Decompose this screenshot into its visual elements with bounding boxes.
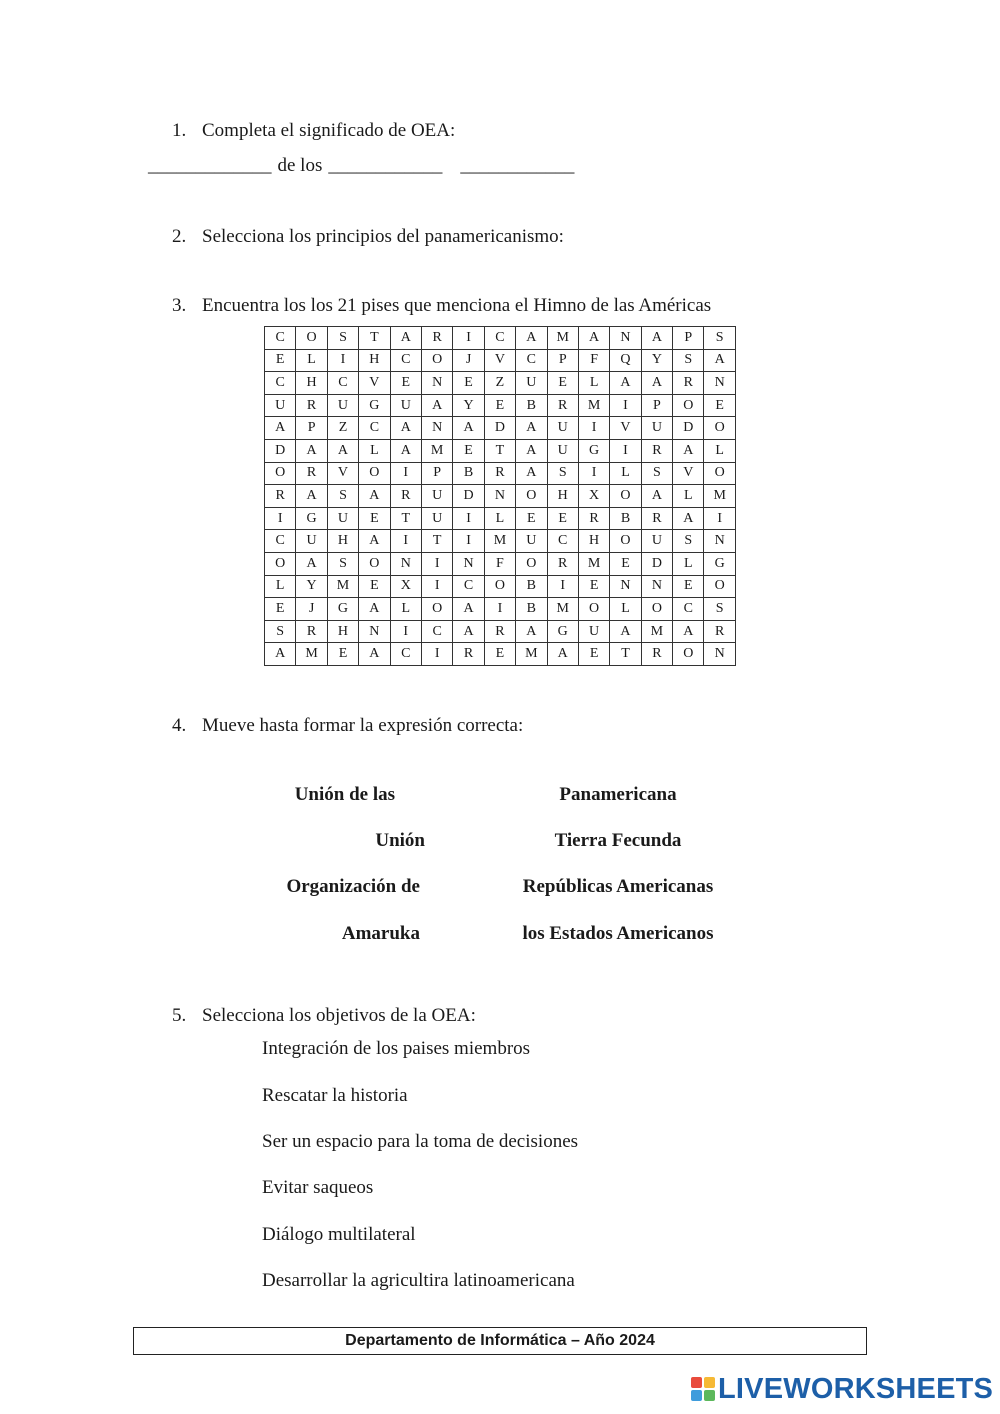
word-search-cell[interactable]: C: [484, 327, 515, 350]
oea-blank-3[interactable]: ____________: [460, 155, 575, 176]
word-search-cell[interactable]: O: [673, 643, 704, 666]
match-left-label: Unión: [375, 830, 425, 851]
word-search-cell[interactable]: O: [578, 598, 609, 621]
question-5-text: Selecciona los objetivos de la OEA:: [202, 1005, 476, 1026]
word-search-cell[interactable]: U: [516, 372, 547, 395]
word-search-cell[interactable]: A: [390, 327, 421, 350]
word-search-cell[interactable]: I: [421, 575, 452, 598]
word-search-cell[interactable]: T: [484, 439, 515, 462]
word-search-cell[interactable]: E: [578, 575, 609, 598]
word-search-cell[interactable]: M: [421, 439, 452, 462]
word-search-cell[interactable]: A: [673, 439, 704, 462]
match-right-item[interactable]: [468, 784, 768, 806]
word-search-cell[interactable]: V: [359, 372, 390, 395]
footer-box: [133, 1327, 867, 1355]
match-right-label: Tierra Fecunda: [554, 830, 682, 851]
word-search-cell[interactable]: S: [547, 462, 578, 485]
word-search-cell[interactable]: E: [547, 372, 578, 395]
word-search-cell[interactable]: O: [704, 462, 735, 485]
word-search-cell[interactable]: A: [547, 643, 578, 666]
word-search-cell[interactable]: X: [578, 485, 609, 508]
word-search-cell[interactable]: C: [421, 620, 452, 643]
word-search-row: [265, 349, 736, 372]
word-search-cell[interactable]: R: [641, 439, 672, 462]
word-search-cell[interactable]: R: [453, 643, 484, 666]
word-search-row: [265, 462, 736, 485]
word-search-cell[interactable]: J: [453, 349, 484, 372]
question-5: [172, 1004, 476, 1028]
word-search-cell[interactable]: U: [547, 439, 578, 462]
word-search-cell[interactable]: M: [641, 620, 672, 643]
word-search-cell[interactable]: O: [704, 575, 735, 598]
word-search-cell[interactable]: N: [359, 620, 390, 643]
word-search-cell[interactable]: O: [704, 417, 735, 440]
word-search-cell[interactable]: B: [453, 462, 484, 485]
word-search-cell[interactable]: E: [327, 643, 358, 666]
question-1-number: 1.: [172, 120, 187, 141]
liveworksheets-logo: [691, 1374, 993, 1404]
objective-option[interactable]: Rescatar la historia: [262, 1085, 408, 1106]
word-search-cell[interactable]: O: [641, 598, 672, 621]
word-search-cell[interactable]: R: [673, 372, 704, 395]
word-search-cell[interactable]: O: [265, 462, 296, 485]
word-search-cell[interactable]: N: [704, 372, 735, 395]
question-5-number: 5.: [172, 1005, 187, 1026]
match-right-item[interactable]: [468, 830, 768, 852]
word-search-cell[interactable]: C: [516, 349, 547, 372]
question-2-text: Selecciona los principios del panamericanismo:: [202, 226, 564, 247]
word-search-cell[interactable]: L: [673, 485, 704, 508]
logo-square: [691, 1377, 702, 1388]
word-search-cell[interactable]: N: [421, 372, 452, 395]
word-search-cell[interactable]: L: [610, 462, 641, 485]
word-search-cell[interactable]: C: [673, 598, 704, 621]
word-search-cell[interactable]: U: [265, 394, 296, 417]
word-search-cell[interactable]: D: [453, 485, 484, 508]
word-search-cell[interactable]: E: [484, 643, 515, 666]
word-search-cell[interactable]: C: [390, 643, 421, 666]
word-search-row: [265, 417, 736, 440]
word-search-row: [265, 530, 736, 553]
word-search-cell[interactable]: J: [296, 598, 327, 621]
word-search-cell[interactable]: R: [641, 643, 672, 666]
word-search-cell[interactable]: A: [516, 327, 547, 350]
match-right-item[interactable]: [468, 876, 768, 898]
word-search-cell[interactable]: I: [610, 439, 641, 462]
word-search-cell[interactable]: O: [421, 598, 452, 621]
word-search-cell[interactable]: A: [610, 620, 641, 643]
word-search-cell[interactable]: C: [265, 530, 296, 553]
word-search-cell[interactable]: U: [516, 530, 547, 553]
word-search-cell[interactable]: L: [265, 575, 296, 598]
match-left-label: Organización de: [286, 876, 420, 897]
word-search-cell[interactable]: A: [296, 485, 327, 508]
word-search-cell[interactable]: A: [516, 417, 547, 440]
word-search-cell[interactable]: O: [359, 462, 390, 485]
word-search-cell[interactable]: E: [516, 507, 547, 530]
word-search-cell[interactable]: L: [359, 439, 390, 462]
word-search-cell[interactable]: A: [359, 643, 390, 666]
match-left-item[interactable]: [160, 923, 420, 945]
logo-squares-icon: [691, 1377, 715, 1401]
word-search-row: [265, 485, 736, 508]
word-search-cell[interactable]: A: [359, 485, 390, 508]
word-search-cell[interactable]: O: [673, 394, 704, 417]
word-search-cell[interactable]: R: [296, 620, 327, 643]
word-search-cell[interactable]: L: [610, 598, 641, 621]
question-3: [172, 294, 711, 318]
word-search-cell[interactable]: C: [265, 372, 296, 395]
word-search-cell[interactable]: A: [673, 620, 704, 643]
word-search-cell[interactable]: A: [390, 439, 421, 462]
word-search-cell[interactable]: G: [327, 598, 358, 621]
match-left-item[interactable]: [160, 876, 420, 898]
word-search-cell[interactable]: E: [547, 507, 578, 530]
word-search-cell[interactable]: U: [547, 417, 578, 440]
word-search-cell[interactable]: E: [578, 643, 609, 666]
word-search-cell[interactable]: F: [578, 349, 609, 372]
word-search-cell[interactable]: E: [359, 507, 390, 530]
word-search-cell[interactable]: G: [578, 439, 609, 462]
word-search-cell[interactable]: O: [265, 552, 296, 575]
word-search-cell[interactable]: D: [641, 552, 672, 575]
word-search-cell[interactable]: A: [516, 462, 547, 485]
word-search-cell[interactable]: V: [673, 462, 704, 485]
word-search-cell[interactable]: E: [610, 552, 641, 575]
oea-blank-1[interactable]: _____________: [148, 155, 272, 176]
match-right-label: los Estados Americanos: [522, 923, 714, 944]
word-search-cell[interactable]: C: [359, 417, 390, 440]
word-search-cell[interactable]: E: [704, 394, 735, 417]
word-search-cell[interactable]: U: [421, 485, 452, 508]
word-search-cell[interactable]: Q: [610, 349, 641, 372]
word-search-cell[interactable]: I: [453, 327, 484, 350]
word-search-cell[interactable]: I: [547, 575, 578, 598]
word-search-cell[interactable]: U: [327, 394, 358, 417]
word-search-row: [265, 507, 736, 530]
word-search-cell[interactable]: A: [453, 417, 484, 440]
logo-square: [691, 1390, 702, 1401]
word-search-cell[interactable]: I: [610, 394, 641, 417]
word-search-cell[interactable]: C: [265, 327, 296, 350]
word-search-cell[interactable]: A: [516, 439, 547, 462]
word-search-cell[interactable]: I: [390, 530, 421, 553]
word-search-cell[interactable]: R: [265, 485, 296, 508]
question-1-text: Completa el significado de OEA:: [202, 120, 456, 141]
word-search-cell[interactable]: E: [359, 575, 390, 598]
question-2-number: 2.: [172, 226, 187, 247]
word-search-row: [265, 394, 736, 417]
word-search-cell[interactable]: N: [704, 530, 735, 553]
word-search-cell[interactable]: A: [453, 598, 484, 621]
word-search-cell[interactable]: P: [641, 394, 672, 417]
word-search-cell[interactable]: I: [578, 462, 609, 485]
word-search-cell[interactable]: M: [704, 485, 735, 508]
word-search-cell[interactable]: L: [704, 439, 735, 462]
word-search-cell[interactable]: S: [673, 530, 704, 553]
objective-option[interactable]: Ser un espacio para la toma de decisiones: [262, 1131, 579, 1152]
word-search-cell[interactable]: R: [704, 620, 735, 643]
match-right-item[interactable]: [468, 923, 768, 945]
word-search-cell[interactable]: Y: [296, 575, 327, 598]
word-search-cell[interactable]: N: [484, 485, 515, 508]
word-search-cell[interactable]: B: [610, 507, 641, 530]
word-search-cell[interactable]: N: [704, 643, 735, 666]
word-search-cell[interactable]: G: [547, 620, 578, 643]
word-search-cell[interactable]: G: [704, 552, 735, 575]
word-search-row: [265, 552, 736, 575]
word-search-cell[interactable]: A: [359, 530, 390, 553]
word-search-cell[interactable]: S: [704, 598, 735, 621]
question-1: [172, 119, 455, 143]
word-search-cell[interactable]: B: [516, 575, 547, 598]
word-search-cell[interactable]: Y: [641, 349, 672, 372]
logo-text: LIVEWORKSHEETS: [718, 1372, 994, 1405]
word-search-cell[interactable]: I: [484, 598, 515, 621]
word-search-cell[interactable]: E: [265, 349, 296, 372]
word-search-cell[interactable]: A: [296, 552, 327, 575]
word-search-cell[interactable]: S: [704, 327, 735, 350]
oea-answer-line: [148, 155, 580, 177]
word-search-cell[interactable]: I: [453, 530, 484, 553]
word-search-cell[interactable]: U: [641, 417, 672, 440]
word-search-cell[interactable]: R: [484, 620, 515, 643]
word-search-row: [265, 439, 736, 462]
word-search-cell[interactable]: A: [578, 327, 609, 350]
word-search-cell[interactable]: V: [484, 349, 515, 372]
word-search-cell[interactable]: O: [610, 530, 641, 553]
word-search-cell[interactable]: N: [390, 552, 421, 575]
word-search-cell[interactable]: C: [547, 530, 578, 553]
word-search-cell[interactable]: E: [265, 598, 296, 621]
word-search-cell[interactable]: I: [265, 507, 296, 530]
word-search-cell[interactable]: L: [578, 372, 609, 395]
word-search-cell[interactable]: L: [484, 507, 515, 530]
word-search-cell[interactable]: I: [390, 462, 421, 485]
word-search-cell[interactable]: M: [484, 530, 515, 553]
objective-option[interactable]: Integración de los paises miembros: [262, 1038, 531, 1059]
word-search-cell[interactable]: A: [516, 620, 547, 643]
word-search-cell[interactable]: V: [610, 417, 641, 440]
word-search-row: [265, 643, 736, 666]
word-search-cell[interactable]: A: [390, 417, 421, 440]
word-search-cell[interactable]: F: [484, 552, 515, 575]
word-search-cell[interactable]: A: [359, 598, 390, 621]
word-search-cell[interactable]: U: [421, 507, 452, 530]
objective-option[interactable]: Desarrollar la agricultira latinoamericana: [262, 1270, 575, 1291]
match-left-item[interactable]: [165, 784, 425, 806]
word-search-cell[interactable]: I: [390, 620, 421, 643]
word-search-cell[interactable]: C: [390, 349, 421, 372]
word-search-row: [265, 620, 736, 643]
question-3-number: 3.: [172, 295, 187, 316]
match-left-label: Unión de las: [294, 784, 395, 805]
match-right-label: Panamericana: [559, 784, 677, 805]
word-search-row: [265, 575, 736, 598]
question-3-text: Encuentra los los 21 pises que menciona el Himno de las Américas: [202, 295, 712, 316]
oea-blank-2[interactable]: ____________: [328, 155, 443, 176]
match-left-item[interactable]: [165, 830, 425, 852]
word-search-cell[interactable]: G: [296, 507, 327, 530]
word-search-cell[interactable]: H: [578, 530, 609, 553]
word-search-cell[interactable]: R: [296, 394, 327, 417]
word-search-row: [265, 598, 736, 621]
word-search-cell[interactable]: Z: [327, 417, 358, 440]
word-search-cell[interactable]: M: [327, 575, 358, 598]
question-4: [172, 714, 523, 738]
word-search-cell[interactable]: M: [547, 598, 578, 621]
word-search-cell[interactable]: O: [421, 349, 452, 372]
word-search-cell[interactable]: E: [673, 575, 704, 598]
word-search-cell[interactable]: G: [359, 394, 390, 417]
word-search-cell[interactable]: V: [327, 462, 358, 485]
word-search-cell[interactable]: B: [516, 598, 547, 621]
question-2: [172, 225, 564, 249]
word-search-cell[interactable]: S: [641, 462, 672, 485]
word-search-cell[interactable]: A: [704, 349, 735, 372]
word-search-cell[interactable]: A: [673, 507, 704, 530]
word-search-cell[interactable]: O: [516, 485, 547, 508]
word-search-cell[interactable]: H: [327, 530, 358, 553]
word-search-cell[interactable]: R: [296, 462, 327, 485]
word-search-cell[interactable]: I: [421, 552, 452, 575]
word-search-cell[interactable]: O: [359, 552, 390, 575]
word-search-cell[interactable]: I: [453, 507, 484, 530]
word-search-cell[interactable]: P: [296, 417, 327, 440]
word-search-cell[interactable]: S: [327, 552, 358, 575]
word-search-cell[interactable]: L: [673, 552, 704, 575]
word-search-cell[interactable]: C: [453, 575, 484, 598]
question-4-number: 4.: [172, 715, 187, 736]
word-search-row: [265, 327, 736, 350]
word-search-cell[interactable]: Y: [453, 394, 484, 417]
question-4-text: Mueve hasta formar la expresión correcta:: [202, 715, 524, 736]
word-search-cell[interactable]: L: [296, 349, 327, 372]
word-search-cell[interactable]: L: [390, 598, 421, 621]
word-search-cell[interactable]: O: [484, 575, 515, 598]
objective-option[interactable]: Diálogo multilateral: [262, 1224, 416, 1245]
word-search-cell[interactable]: S: [327, 485, 358, 508]
word-search-cell[interactable]: R: [421, 327, 452, 350]
word-search-cell[interactable]: H: [359, 349, 390, 372]
word-search-cell[interactable]: T: [390, 507, 421, 530]
word-search-cell[interactable]: R: [390, 485, 421, 508]
word-search-cell[interactable]: A: [453, 620, 484, 643]
word-search-cell[interactable]: U: [327, 507, 358, 530]
word-search-cell[interactable]: H: [296, 372, 327, 395]
word-search-cell[interactable]: M: [547, 327, 578, 350]
word-search-cell[interactable]: E: [453, 439, 484, 462]
footer-text: Departamento de Informática – Año 2024: [345, 1332, 655, 1349]
word-search-cell[interactable]: M: [578, 394, 609, 417]
word-search-cell[interactable]: R: [547, 394, 578, 417]
word-search-cell[interactable]: D: [673, 417, 704, 440]
word-search-cell[interactable]: H: [327, 620, 358, 643]
word-search-row: [265, 372, 736, 395]
word-search-cell[interactable]: N: [610, 327, 641, 350]
word-search-cell[interactable]: A: [641, 485, 672, 508]
objective-option[interactable]: Evitar saqueos: [262, 1177, 374, 1198]
word-search-cell[interactable]: O: [296, 327, 327, 350]
logo-square: [704, 1377, 715, 1388]
word-search-cell[interactable]: B: [516, 394, 547, 417]
word-search-cell[interactable]: N: [453, 552, 484, 575]
word-search-cell[interactable]: E: [453, 372, 484, 395]
word-search-cell[interactable]: U: [296, 530, 327, 553]
word-search-cell[interactable]: S: [327, 327, 358, 350]
word-search-cell[interactable]: P: [673, 327, 704, 350]
word-search-cell[interactable]: A: [421, 394, 452, 417]
word-search-cell[interactable]: I: [578, 417, 609, 440]
word-search-cell[interactable]: T: [359, 327, 390, 350]
word-search-cell[interactable]: E: [390, 372, 421, 395]
word-search-cell[interactable]: N: [641, 575, 672, 598]
word-search-cell[interactable]: X: [390, 575, 421, 598]
word-search-cell[interactable]: A: [296, 439, 327, 462]
word-search-cell[interactable]: E: [484, 394, 515, 417]
word-search-cell[interactable]: P: [547, 349, 578, 372]
word-search-cell[interactable]: M: [296, 643, 327, 666]
word-search-cell[interactable]: A: [610, 372, 641, 395]
word-search-cell[interactable]: D: [265, 439, 296, 462]
word-search-cell[interactable]: U: [641, 530, 672, 553]
word-search-cell[interactable]: Z: [484, 372, 515, 395]
word-search-cell[interactable]: I: [327, 349, 358, 372]
word-search-cell[interactable]: R: [578, 507, 609, 530]
word-search-cell[interactable]: T: [610, 643, 641, 666]
word-search-cell[interactable]: M: [578, 552, 609, 575]
word-search-cell[interactable]: P: [421, 462, 452, 485]
word-search-cell[interactable]: R: [547, 552, 578, 575]
word-search-cell[interactable]: U: [578, 620, 609, 643]
word-search-cell[interactable]: I: [704, 507, 735, 530]
word-search-cell[interactable]: O: [516, 552, 547, 575]
word-search-cell[interactable]: N: [610, 575, 641, 598]
word-search-cell[interactable]: R: [641, 507, 672, 530]
word-search-cell[interactable]: S: [673, 349, 704, 372]
word-search-cell[interactable]: A: [265, 643, 296, 666]
word-search-cell[interactable]: C: [327, 372, 358, 395]
word-search-cell[interactable]: N: [421, 417, 452, 440]
word-search-grid: [264, 326, 736, 666]
match-right-label: Repúblicas Americanas: [522, 876, 714, 897]
word-search-cell[interactable]: T: [421, 530, 452, 553]
word-search-cell[interactable]: O: [610, 485, 641, 508]
word-search-cell[interactable]: H: [547, 485, 578, 508]
word-search-cell[interactable]: M: [516, 643, 547, 666]
word-search-cell[interactable]: A: [327, 439, 358, 462]
word-search-cell[interactable]: U: [390, 394, 421, 417]
word-search-cell[interactable]: A: [641, 372, 672, 395]
word-search-cell[interactable]: I: [421, 643, 452, 666]
word-search-cell[interactable]: A: [265, 417, 296, 440]
oea-connector: de los: [277, 155, 323, 176]
word-search-cell[interactable]: D: [484, 417, 515, 440]
word-search-cell[interactable]: S: [265, 620, 296, 643]
logo-square: [704, 1390, 715, 1401]
word-search-cell[interactable]: A: [641, 327, 672, 350]
word-search-cell[interactable]: R: [484, 462, 515, 485]
match-left-label: Amaruka: [341, 923, 420, 944]
